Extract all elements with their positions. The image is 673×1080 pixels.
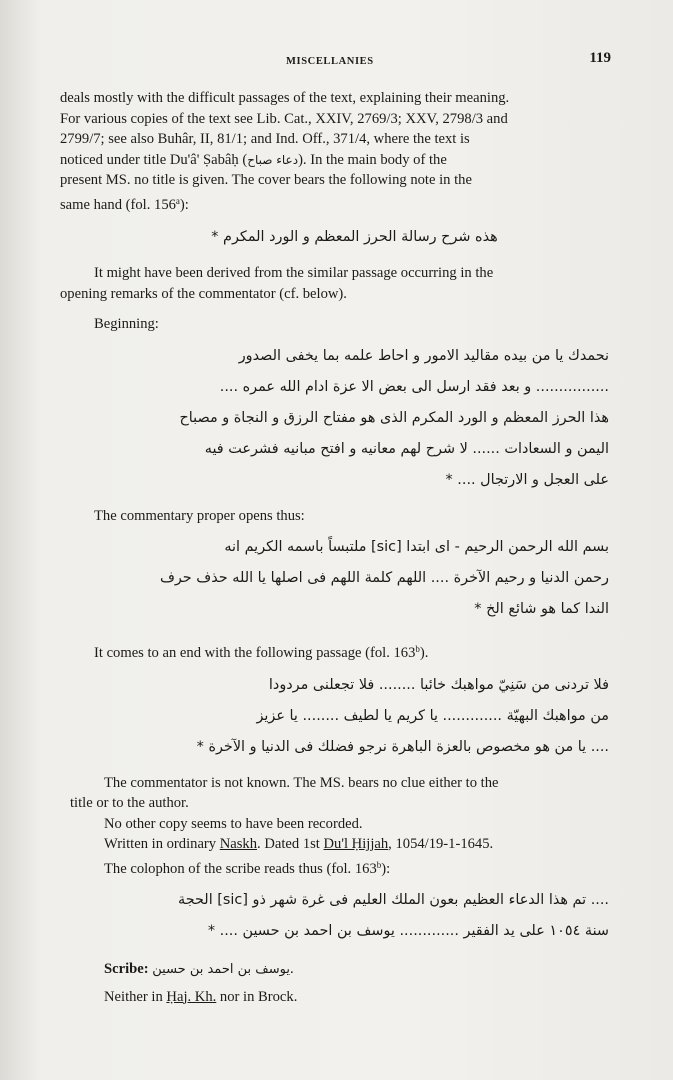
text-line: 2799/7; see also Buhâr, II, 81/1; and Ind. Off., 371/4, where the text is bbox=[60, 131, 470, 147]
text-fragment: Written in ordinary bbox=[104, 836, 220, 852]
scribe-label: Scribe: bbox=[104, 961, 149, 977]
beginning-arabic bbox=[60, 341, 609, 496]
text-fragment: The colophon of the scribe reads thus (fol. 163 bbox=[104, 860, 377, 877]
beginning-label: Beginning: bbox=[94, 316, 159, 332]
arabic-title: دعاء صباح bbox=[247, 152, 299, 167]
text-fragment: , 1054/19-1-1645. bbox=[388, 836, 494, 852]
ending-label bbox=[60, 639, 609, 664]
arabic-line: بسم الله الرحمن الرحيم - اى ابتدا [sic] ملتبساً باسمه الكريم انه bbox=[224, 539, 609, 555]
page-header bbox=[60, 50, 611, 72]
text-fragment: noticed under title Du'â' Ṣabâḥ ( bbox=[60, 151, 248, 168]
arabic-line: من مواهبك البهيّة ............. يا كريم يا لطيف ........ يا عزيز bbox=[256, 707, 609, 724]
text-line bbox=[60, 834, 609, 855]
text-fragment: ). In the main body of the bbox=[298, 151, 447, 168]
text-line: The commentator is not known. The MS. bears no clue either to the bbox=[104, 774, 499, 791]
folio-superscript: b bbox=[415, 644, 420, 654]
text-fragment: ): bbox=[381, 860, 391, 877]
text-line: deals mostly with the difficult passages of the text, explaining their meaning. bbox=[60, 90, 510, 106]
month-name: Du'l Ḥijjah bbox=[323, 836, 389, 852]
commentary-arabic bbox=[60, 532, 609, 625]
arabic-line: اليمن و السعادات ...... لا شرح لهم معانيه و افتح مبانيه فشرعت فيه bbox=[204, 440, 609, 457]
commentator-note bbox=[60, 773, 609, 880]
reference-abbrev: Ḥaj. Kh. bbox=[166, 988, 217, 1005]
final-note bbox=[60, 987, 609, 1008]
text-fragment: Neither in bbox=[104, 988, 167, 1005]
folio-superscript: a bbox=[175, 195, 180, 206]
arabic-line: نحمدك يا من بيده مقاليد الامور و احاط علمه بما يخفى الصدور bbox=[238, 347, 609, 364]
text-fragment: . bbox=[289, 961, 294, 977]
colophon-arabic bbox=[60, 885, 609, 947]
text-line: It might have been derived from the similar passage occurring in the bbox=[94, 265, 494, 281]
text-fragment: It comes to an end with the following passage (fol. 163 bbox=[94, 645, 416, 661]
text-line: No other copy seems to have been recorded. bbox=[104, 815, 363, 832]
text-line bbox=[60, 191, 609, 216]
arabic-line: سنة ١٠٥٤ على يد الفقير ............. يوسف بن احمد بن حسين .... * bbox=[207, 923, 609, 939]
text-line bbox=[60, 855, 609, 880]
arabic-line: على العجل و الارتجال .... * bbox=[445, 471, 609, 488]
arabic-line: فلا تردنى من سَنِيّ مواهبك خائبا ........ فلا تجعلنى مردودا bbox=[268, 676, 609, 693]
page-number: 119 bbox=[589, 50, 611, 66]
text-line: title or to the author. bbox=[70, 795, 189, 811]
text-line bbox=[60, 150, 609, 171]
text-fragment: . Dated 1st bbox=[257, 836, 324, 852]
text-fragment: ). bbox=[419, 645, 429, 661]
text-line: present MS. no title is given. The cover bears the following note in the bbox=[60, 172, 472, 188]
page-body bbox=[60, 88, 609, 1007]
commentary-label: The commentary proper opens thus: bbox=[94, 507, 305, 524]
arabic-line: ................ و بعد فقد ارسل الى بعض الا عزة ادام الله عمره .... bbox=[219, 378, 609, 395]
script-name: Naskh bbox=[219, 836, 258, 852]
scribe-name-arabic: يوسف بن احمد بن حسين bbox=[152, 962, 290, 977]
arabic-line: هذا الحرز المعظم و الورد المكرم الذى هو مفتاح الرزق و النجاة و مصباح bbox=[179, 409, 609, 426]
text-fragment: nor in Brock. bbox=[216, 988, 298, 1005]
folio-superscript: b bbox=[376, 859, 382, 870]
text-line: For various copies of the text see Lib. Cat., XXIV, 2769/3; XXV, 2798/3 and bbox=[60, 110, 508, 127]
text-fragment: same hand (fol. 156 bbox=[60, 196, 176, 213]
intro-paragraph bbox=[60, 88, 609, 215]
text-line: opening remarks of the commentator (cf. below). bbox=[60, 285, 347, 302]
running-head: MISCELLANIES bbox=[286, 56, 374, 67]
cover-note-arabic: هذه شرح رسالة الحرز المعظم و الورد المكرم * bbox=[211, 229, 498, 245]
arabic-line: الندا كما هو شائع الخ * bbox=[474, 601, 609, 617]
derivation-paragraph bbox=[60, 263, 609, 304]
text-fragment: ): bbox=[179, 196, 189, 213]
arabic-line: .... تم هذا الدعاء العظيم بعون الملك العليم فى غرة شهر ذو [sic] الحجة bbox=[178, 892, 609, 908]
scribe-line bbox=[60, 959, 609, 981]
arabic-line: رحمن الدنيا و رحيم الآخرة .... اللهم كلمة اللهم فى اصلها يا الله حذف حرف bbox=[159, 570, 609, 586]
ending-arabic bbox=[60, 670, 609, 763]
arabic-line: .... يا من هو مخصوص بالعزة الباهرة نرجو فضلك فى الدنيا و الآخرة * bbox=[196, 738, 609, 755]
